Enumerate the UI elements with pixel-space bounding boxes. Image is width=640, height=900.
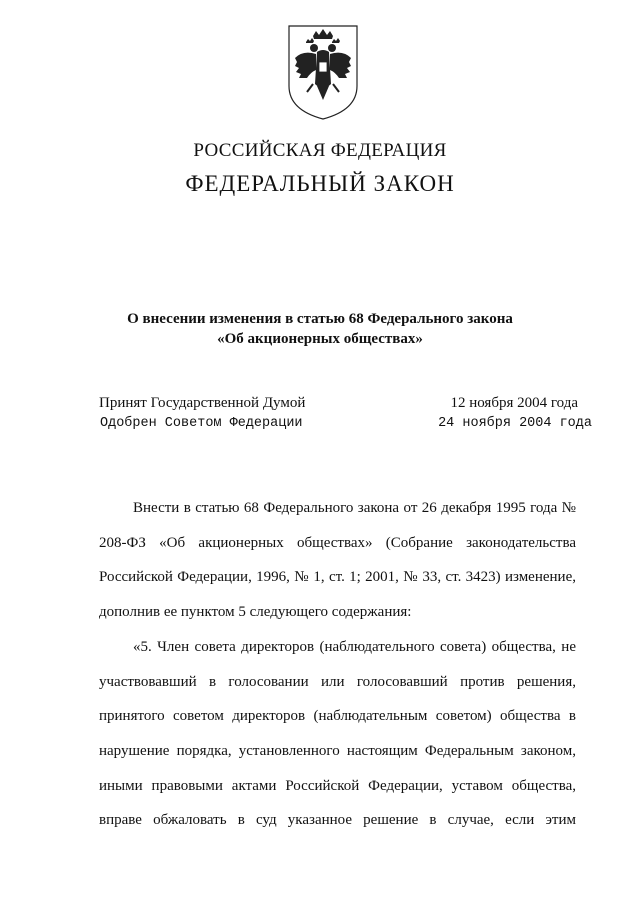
body-paragraph-1: Внести в статью 68 Федерального закона от 26 декабря 1995 года № 208-ФЗ «Об акционерных обществах» (Собрание законодательства Российской Федерации, 1996, № 1, ст. 1; 2001, № 33, ст. 3423) изменение, дополнив ее пунктом 5 следующего содержания:	[99, 500, 576, 621]
body-paragraph-2: «5. Член совета директоров (наблюдательного совета) общества, не участвовавший в голосовании или голосовавший против решения, принятого советом директоров (наблюдательным советом) общества в нарушение порядка, установленного настоящим Федеральным законом, иными правовыми актами Российской Федерации, уставом общества, вправе обжаловать в суд указанное решение в случае, если этим	[99, 638, 576, 829]
coat-of-arms-emblem	[283, 22, 363, 122]
law-title-line1: О внесении изменения в статью 68 Федерального закона	[127, 311, 513, 327]
law-title	[0, 309, 640, 349]
country-heading: РОССИЙСКАЯ ФЕДЕРАЦИЯ	[193, 140, 447, 161]
duma-adoption-label: Принят Государственной Думой	[99, 395, 306, 411]
law-body	[99, 491, 576, 838]
council-approval-label: Одобрен Советом Федерации	[100, 416, 303, 431]
council-approval-date: 24 ноября 2004 года	[438, 416, 592, 431]
document-type-heading: ФЕДЕРАЛЬНЫЙ ЗАКОН	[185, 171, 455, 196]
duma-adoption-date: 12 ноября 2004 года	[450, 395, 578, 411]
law-title-line2: «Об акционерных обществах»	[217, 331, 423, 347]
